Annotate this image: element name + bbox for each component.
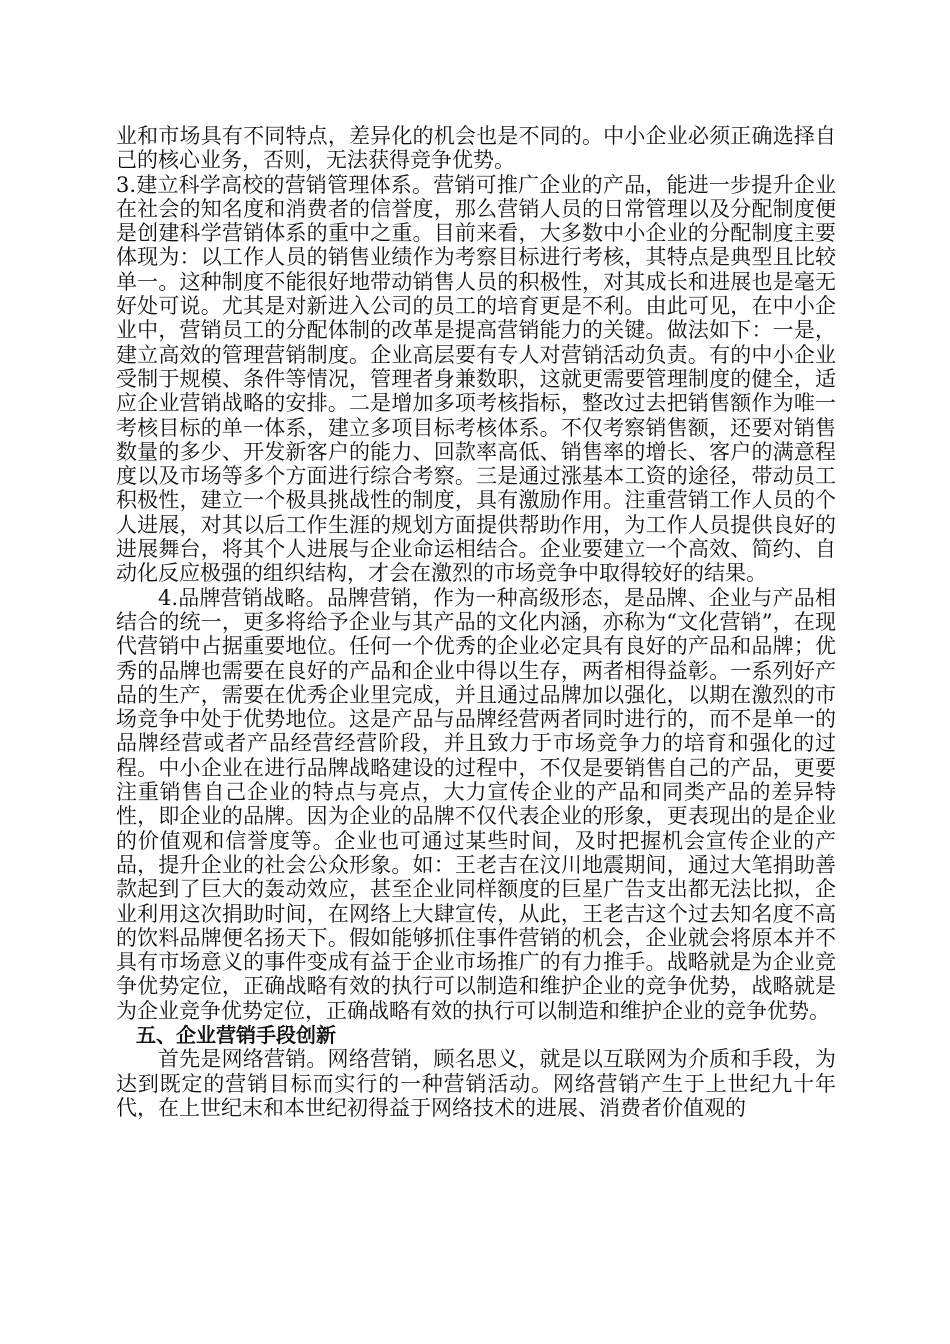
section-heading-5: 五、企业营销手段创新 — [136, 1022, 336, 1047]
paragraph-continuation: 业和市场具有不同特点，差异化的机会也是不同的。中小企业必须正确选择自己的核心业务，否则，无法获得竞争优势。 — [116, 124, 836, 173]
document-page — [116, 124, 836, 1120]
paragraph-section-3: 3.建立科学高校的营销管理体系。营销可推广企业的产品，能进一步提升企业在社会的知名度和消费者的信誉度，那么营销人员的日常管理以及分配制度便是创建科学营销体系的重中之重。目前来看，大多数中小企业的分配制度主要体现为：以工作人员的销售业绩作为考察目标进行考核，其特点是典型且比较单一。这种制度不能很好地带动销售人员的积极性，对其成长和进展也是毫无好处可说。尤其是对新进入公司的员工的培育更是不利。由此可见，在中小企业中，营销员工的分配体制的改革是提高营销能力的关键。做法如下：一是，建立高效的管理营销制度。企业高层要有专人对营销活动负责。有的中小企业受制于规模、条件等情况，管理者身兼数职，这就更需要管理制度的健全，适应企业营销战略的安排。二是增加多项考核指标，整改过去把销售额作为唯一考核目标的单一体系，建立多项目标考核体系。不仅考察销售额，还要对销售数量的多少、开发新客户的能力、回款率高低、销售率的增长、客户的满意程度以及市场等多个方面进行综合考察。三是通过涨基本工资的途径，带动员工积极性，建立一个极具挑战性的制度，具有激励作用。注重营销工作人员的个人进展，对其以后工作生涯的规划方面提供帮助作用，为工作人员提供良好的进展舞台，将其个人进展与企业命运相结合。企业要建立一个高效、简约、自动化反应极强的组织结构，才会在激烈的市场竞争中取得较好的结果。 — [116, 172, 836, 586]
paragraph-section-5: 首先是网络营销。网络营销，顾名思义，就是以互联网为介质和手段，为达到既定的营销目标而实行的一种营销活动。网络营销产生于上世纪九十年代，在上世纪末和本世纪初得益于网络技术的进展、消费者价值观的 — [116, 1047, 836, 1120]
paragraph-section-4: 4.品牌营销战略。品牌营销，作为一种高级形态，是品牌、企业与产品相结合的统一，更多将给予企业与其产品的文化内涵，亦称为“文化营销”，在现代营销中占据重要地位。任何一个优秀的企业必定具有良好的产品和品牌；优秀的品牌也需要在良好的产品和企业中得以生存，两者相得益彰。一系列好产品的生产，需要在优秀企业里完成，并且通过品牌加以强化，以期在激烈的市场竞争中处于优势地位。这是产品与品牌经营两者同时进行的，而不是单一的品牌经营或者产品经营经营阶段，并且致力于市场竞争力的培育和强化的过程。中小企业在进行品牌战略建设的过程中，不仅是要销售自己的产品，更要注重销售自己企业的特点与亮点，大力宣传企业的产品和同类产品的差异特性，即企业的品牌。因为企业的品牌不仅代表企业的形象，更表现出的是企业的价值观和信誉度等。企业也可通过某些时间，及时把握机会宣传企业的产品，提升企业的社会公众形象。如：王老吉在汶川地震期间，通过大笔捐助善款起到了巨大的轰动效应，甚至企业同样额度的巨星广告支出都无法比拟，企业利用这次捐助时间，在网络上大肆宣传，从此，王老吉这个过去知名度不高的饮料品牌便名扬天下。假如能够抓住事件营销的机会，企业就会将原本并不具有市场意义的事件变成有益于企业市场推广的有力推手。战略就是为企业竞争优势定位，正确战略有效的执行可以制造和维护企业的竞争优势，战略就是为企业竞争优势定位，正确战略有效的执行可以制造和维护企业的竞争优势。 — [116, 585, 836, 1023]
